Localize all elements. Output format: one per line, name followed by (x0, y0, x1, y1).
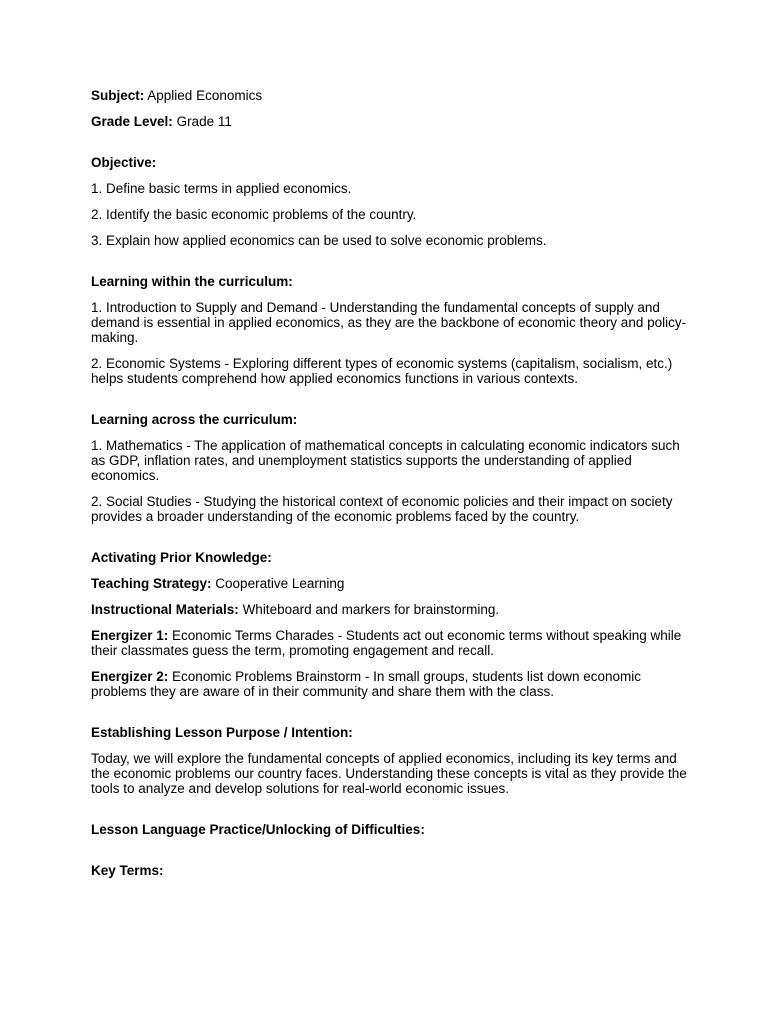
language-practice-heading: Lesson Language Practice/Unlocking of Difficulties: (91, 822, 425, 837)
grade-level-label: Grade Level: (91, 114, 173, 129)
instructional-materials-line (91, 602, 691, 617)
learning-within-item: 2. Economic Systems - Exploring different types of economic systems (capitalism, socialism, etc.) helps students comprehend how applied economics functions in various contexts. (91, 356, 673, 386)
objective-item: 2. Identify the basic economic problems of the country. (91, 207, 417, 222)
subject-value: Applied Economics (147, 88, 263, 103)
document-page (91, 88, 691, 878)
objective-item: 1. Define basic terms in applied economics. (91, 181, 352, 196)
energizer-1-line (91, 628, 691, 658)
activating-heading: Activating Prior Knowledge: (91, 550, 272, 565)
learning-across-item: 1. Mathematics - The application of mathematical concepts in calculating economic indicators such as GDP, inflation rates, and unemployment statistics supports the understanding of applied economics. (91, 438, 680, 483)
objective-heading: Objective: (91, 155, 157, 170)
teaching-strategy-value: Cooperative Learning (215, 576, 345, 591)
learning-across-heading: Learning across the curriculum: (91, 412, 298, 427)
energizer-2-value: Economic Problems Brainstorm - In small groups, students list down economic problems they are aware of in their community and share them with the class. (91, 669, 641, 699)
teaching-strategy-label: Teaching Strategy: (91, 576, 212, 591)
instructional-materials-label: Instructional Materials: (91, 602, 239, 617)
instructional-materials-value: Whiteboard and markers for brainstorming. (242, 602, 500, 617)
learning-across-item: 2. Social Studies - Studying the historical context of economic policies and their impact on society provides a broader understanding of the economic problems faced by the country. (91, 494, 673, 524)
grade-level-value: Grade 11 (176, 114, 232, 129)
lesson-purpose-heading: Establishing Lesson Purpose / Intention: (91, 725, 353, 740)
subject-line (91, 88, 691, 103)
energizer-2-label: Energizer 2: (91, 669, 169, 684)
teaching-strategy-line (91, 576, 691, 591)
objective-item: 3. Explain how applied economics can be used to solve economic problems. (91, 233, 547, 248)
learning-within-item: 1. Introduction to Supply and Demand - Understanding the fundamental concepts of supply and demand is essential in applied economics, as they are the backbone of economic theory and policy-making. (91, 300, 687, 345)
grade-level-line (91, 114, 691, 129)
learning-within-heading: Learning within the curriculum: (91, 274, 293, 289)
energizer-2-line (91, 669, 691, 699)
key-terms-heading: Key Terms: (91, 863, 164, 878)
lesson-purpose-text: Today, we will explore the fundamental concepts of applied economics, including its key terms and the economic problems our country faces. Understanding these concepts is vital as they provide the tools to analyze and develop solutions for real-world economic issues. (91, 751, 687, 796)
subject-label: Subject: (91, 88, 145, 103)
energizer-1-value: Economic Terms Charades - Students act out economic terms without speaking while their classmates guess the term, promoting engagement and recall. (91, 628, 682, 658)
energizer-1-label: Energizer 1: (91, 628, 169, 643)
